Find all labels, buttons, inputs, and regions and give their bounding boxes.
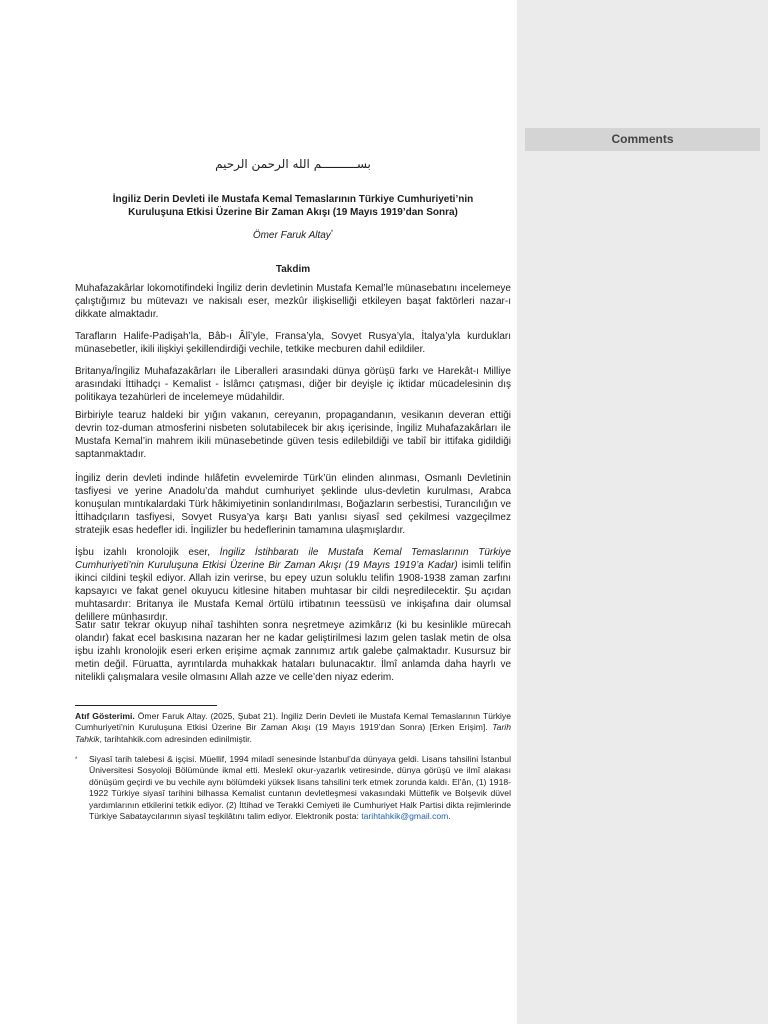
comments-header: Comments — [525, 128, 760, 151]
author-footnote-marker[interactable]: * — [330, 230, 334, 236]
author-footnote — [89, 754, 511, 822]
paragraph-7: Satır satır tekrar okuyup nihaî tashihten sonra neşretmeye azimkârız (ki bu kesinlikle mürecah olandır) fakat ecel baskısına nazaran her ne kadar geliştirilmesi lazım gelen taslak metin de olsa işbu izahlı kronolojik eseri erken erişime açmak zannımız artık galebe çalmaktadır. Kusursuz bir metin değil. Füruatta, ayrıntılarda muhakkak hataları bulunacaktır. İlmî anlamda daha hayrlı ve nitelikli çalışmalara vesile olmasını Allah azze ve celle’den niyaz ederim. — [75, 620, 511, 683]
footnote-marker: * — [75, 757, 78, 763]
footnote-text: Siyasî tarih talebesi & işçisi. Müellif, 1994 miladî senesinde İstanbul’da dünyaya geldi. Lisans tahsilini İstanbul Üniversitesi Sosyoloji Bölümünde ikmal etti. Meslekî okur-yazarlık vetiresinde, dünya görüşü ve ilmî alakası dönüşüm geçirdi ve bu vechile aynı bölümdeki yüksek lisans tahsilini terk etmek zorunda kaldı. El’ân, (1) 1918-1922 Türkiye siyasî tarihini bilhassa Kemalist cuntanın devletleşmesi vakasındaki Müttefik ve Bolşevik düvel yardımlarının etkilerini tetkik ediyor. (2) İttihad ve Terakki Cemiyeti ile Cumhuriyet Halk Partisi dikta rejimlerinde Türkiye Sabataycılarının siyasî teşkilâtını talim ediyor. Elektronik posta: — [89, 754, 511, 822]
email-link[interactable]: tarihtahkik@gmail.com — [361, 811, 449, 822]
footnote-separator — [75, 705, 217, 706]
basmala: بســــــــــم الله الرحمن الرحيم — [215, 157, 371, 171]
section-heading: Takdim — [275, 264, 311, 275]
citation-text: Ömer Faruk Altay. (2025, Şubat 21). İngiliz Derin Devleti ile Mustafa Kemal Temaslarının Türkiye Cumhuriyeti’nin Kuruluşuna Etkisi Üzerine Bir Zaman Akışı (19 Mayıs 1919’dan Sonra) [Erken Erişim]. — [75, 711, 511, 733]
citation-end: , tarihtahkik.com adresinden edinilmiştir. — [99, 733, 252, 744]
title-line-1: İngiliz Derin Devleti ile Mustafa Kemal Temaslarının Türkiye Cumhuriyeti’nin — [112, 194, 474, 205]
paragraph-6-text-a: İşbu izahlı kronolojik eser, — [75, 547, 220, 558]
paragraph-4: Birbiriyle tearuz haldeki bir yığın vakanın, cereyanın, propagandanın, vesikanın deveran ettiği devrin toz-duman atmosferini nisbeten solutabilecek bir akış içerisinde, İngiliz Muhafazakârları ile Mustafa Kemal’in mahrem ikili münasebetinde güven tesis edilebildiği ve tabiî bir ittifaka gidildiği saptanmaktadır. — [75, 410, 511, 460]
author-line — [75, 230, 511, 241]
author-name: Ömer Faruk Altay — [252, 230, 331, 241]
title-line-2: Kuruluşuna Etkisi Üzerine Bir Zaman Akışı (19 Mayıs 1919’dan Sonra) — [128, 207, 458, 218]
citation-label: Atıf Gösterimi. — [75, 711, 135, 721]
footnote-end: . — [448, 811, 451, 822]
paragraph-3: Britanya/İngiliz Muhafazakârları ile Liberalleri arasındaki dünya görüşü farkı ve Harekât-ı Milliye arasındaki İttihadçı - Kemalist - İslâmcı çatışması, diğer bir deyişle iç iktidar mücadelesinin dış politikaya tezahürleri de incelemeye müdahildir. — [75, 366, 511, 403]
paragraph-5: İngiliz derin devleti indinde hılâfetin evvelemirde Türk’ün elinden alınması, Osmanlı Devletinin tasfiyesi ve yerine Anadolu’da mahdut cumhuriyet şeklinde ulus-devletin kurulması, Arabca konuşulan mıntıkalardaki Türk hâkimiyetinin sonlandırılması, Boğazların serbestisi, Turancılığın ve İttihadçıların tasfiyesi, Sovyet Rusya’ya karşı Batı yanlısı siyasî sed çekilmesi vazgeçilmez stratejik esas hedefler idi. İngilizler bu hedeflerinin tamamına ulaşmışlardır. — [75, 473, 511, 536]
paragraph-1: Muhafazakârlar lokomotifindeki İngiliz derin devletinin Mustafa Kemal’le münasebatını incelemeye çalıştığımız bu mütevazı ve nakisalı eser, mezkûr ilişkiselliği etkileyen başat faktörleri nazar-ı dikkate almaktadır. — [75, 283, 511, 320]
paragraph-6-text-b: isimli telifin ikinci cildini teşkil ediyor. Allah izin verirse, bu epey uzun soluklu telifin 1908-1938 zaman zarfını kapsayıcı ve fakat genel okuyucu kitlesine hitaben muhtasar bir cildi neşredilecektir. Şu açıdan muhtasardır: Britanya ile Mustafa Kemal örtülü irtibatının teessüsü ve inkişafına dair olumsal delillere münhasırdır. — [75, 560, 511, 623]
citation-note — [75, 711, 511, 745]
document-title — [75, 193, 511, 219]
paragraph-6-book-title: İngiliz İstihbaratı ile Mustafa Kemal Temaslarının Türkiye Cumhuriyeti’nin Kuruluşuna Etkisi Üzerine Bir Zaman Akışı (19 Mayıs 1919’a Kadar) — [75, 547, 511, 571]
comments-pane — [517, 0, 768, 1024]
paragraph-6 — [75, 546, 511, 624]
citation-site: Tarih Tahkik — [75, 722, 511, 744]
paragraph-2: Tarafların Halife-Padişah’la, Bâb-ı Âlî’yle, Fransa’yla, Sovyet Rusya’yla, İtalya’yla kurdukları münasebetler, ikili ilişkiyi şekillendirdiği vechile, tetkike mecburen dahil edildiler. — [75, 331, 511, 355]
